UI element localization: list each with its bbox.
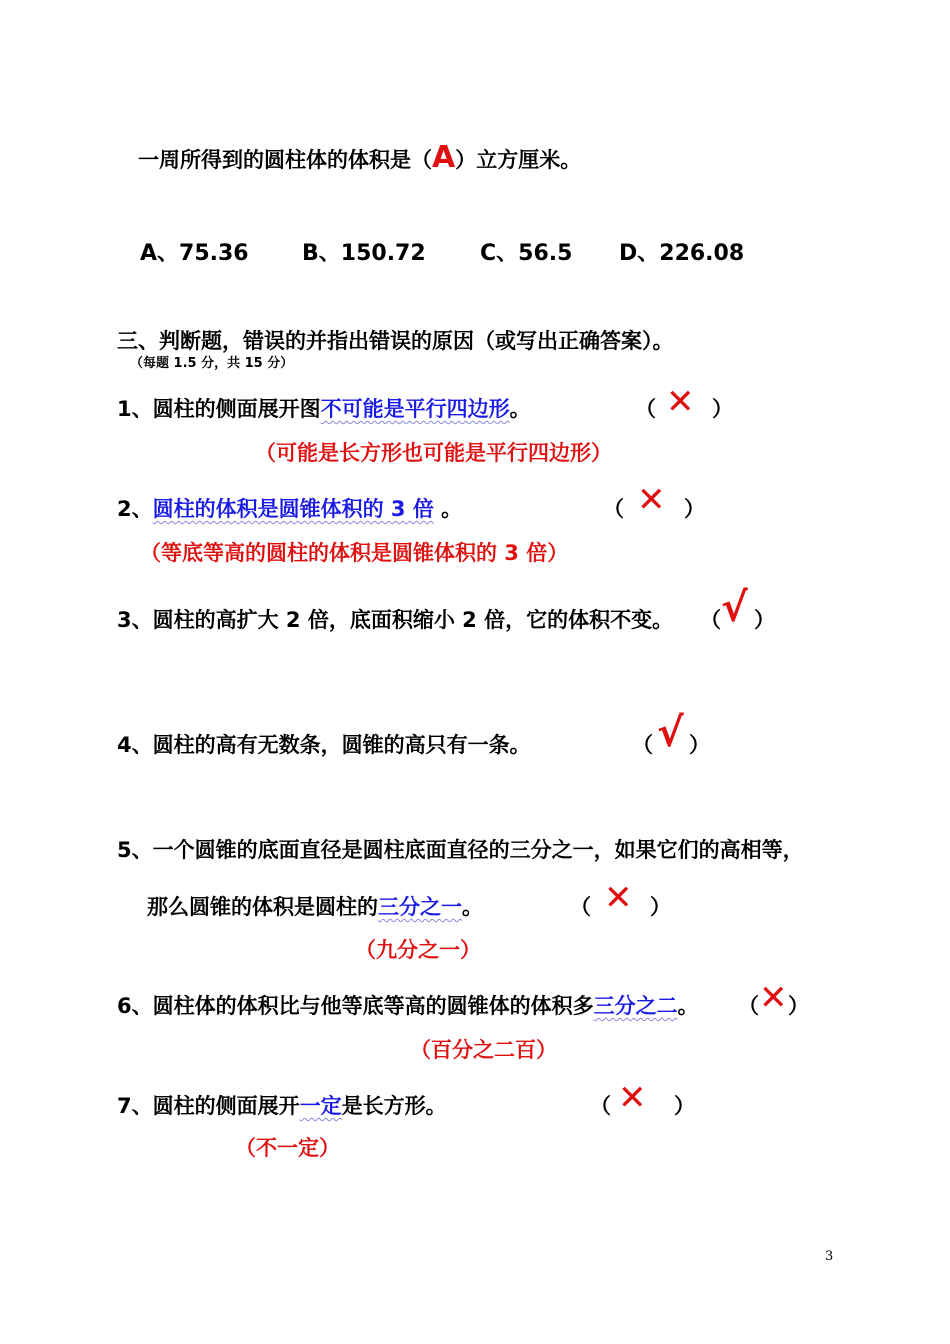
cross-mark: ✕	[637, 480, 666, 520]
answer-paren-close: ）	[754, 608, 775, 632]
answer-paren-close: ）	[689, 733, 710, 757]
answer-paren-close: ）	[684, 497, 705, 521]
question-highlight: 一定	[299, 1094, 342, 1118]
answer-paren-close: ）	[788, 994, 809, 1018]
question-highlight: 圆柱的体积是圆锥体积的 3 倍	[152, 497, 434, 521]
check-mark: √	[657, 710, 684, 756]
question-5	[117, 834, 804, 864]
answer-paren-open: （	[738, 994, 759, 1018]
question-5-line-2	[147, 891, 483, 921]
question-text: 那么圆锥的体积是圆柱的	[147, 895, 378, 919]
correction-5: （九分之一）	[355, 938, 481, 962]
question-text-end: 是长方形。	[341, 1094, 447, 1118]
question-7	[117, 1090, 447, 1120]
question-text: 圆柱的高扩大 2 倍，底面积缩小 2 倍，它的体积不变。	[152, 608, 674, 632]
question-highlight: 三分之一	[378, 895, 462, 919]
intro-answer: A	[432, 140, 456, 175]
question-number: 2、	[117, 497, 153, 521]
option-a: A、75.36	[140, 241, 249, 266]
check-mark: √	[721, 585, 748, 631]
question-number: 3、	[117, 608, 153, 632]
question-number: 1、	[117, 397, 153, 421]
answer-paren-close: ）	[650, 895, 671, 919]
question-text: 圆柱的高有无数条，圆锥的高只有一条。	[152, 733, 531, 757]
answer-paren-open: （	[632, 733, 653, 757]
option-c: C、56.5	[480, 241, 573, 266]
intro-line	[138, 140, 581, 175]
correction-6: （百分之二百）	[410, 1038, 557, 1062]
question-number: 4、	[117, 733, 153, 757]
option-b: B、150.72	[302, 241, 426, 266]
answer-paren-close: ）	[712, 397, 733, 421]
answer-paren-open: （	[635, 397, 656, 421]
question-1	[117, 393, 531, 423]
section-note: （每题 1.5 分，共 15 分）	[130, 356, 294, 371]
answer-paren-open: （	[590, 1094, 611, 1118]
cross-mark: ✕	[759, 978, 788, 1018]
page-number: 3	[825, 1249, 834, 1264]
question-text-end: 。	[462, 895, 483, 919]
correction-1: （可能是长方形也可能是平行四边形）	[255, 441, 612, 465]
answer-paren-open: （	[570, 895, 591, 919]
question-text-end: 。	[433, 497, 463, 521]
question-text: 圆柱的侧面展开	[152, 1094, 300, 1118]
question-text: 圆柱体的体积比与他等底等高的圆锥体的体积多	[152, 994, 594, 1018]
answer-paren-close: ）	[674, 1094, 695, 1118]
answer-paren-open: （	[700, 608, 721, 632]
question-6	[117, 990, 699, 1020]
question-2	[117, 493, 462, 523]
intro-before: 一周所得到的圆柱体的体积是（	[138, 148, 432, 172]
question-text-end: 。	[677, 994, 699, 1018]
question-number: 7、	[117, 1094, 153, 1118]
option-d: D、226.08	[619, 241, 745, 266]
correction-2: （等底等高的圆柱的体积是圆锥体积的 3 倍）	[140, 541, 569, 565]
question-highlight: 不可能是平行四边形	[320, 397, 510, 421]
question-3	[117, 604, 673, 634]
cross-mark: ✕	[666, 382, 695, 422]
cross-mark: ✕	[618, 1078, 647, 1118]
question-text: 圆柱的侧面展开图	[152, 397, 321, 421]
question-text-end: 。	[509, 397, 531, 421]
intro-after: ）立方厘米。	[455, 148, 582, 172]
correction-7: （不一定）	[235, 1136, 340, 1160]
section-title: 三、判断题，错误的并指出错误的原因（或写出正确答案）。	[117, 329, 674, 353]
cross-mark: ✕	[604, 878, 633, 918]
question-text: 一个圆锥的底面直径是圆柱底面直径的三分之一，如果它们的高相等，	[152, 838, 804, 862]
answer-paren-open: （	[603, 497, 624, 521]
question-number: 5、	[117, 838, 153, 862]
question-highlight: 三分之二	[593, 994, 678, 1018]
question-number: 6、	[117, 994, 153, 1018]
question-4	[117, 729, 531, 759]
